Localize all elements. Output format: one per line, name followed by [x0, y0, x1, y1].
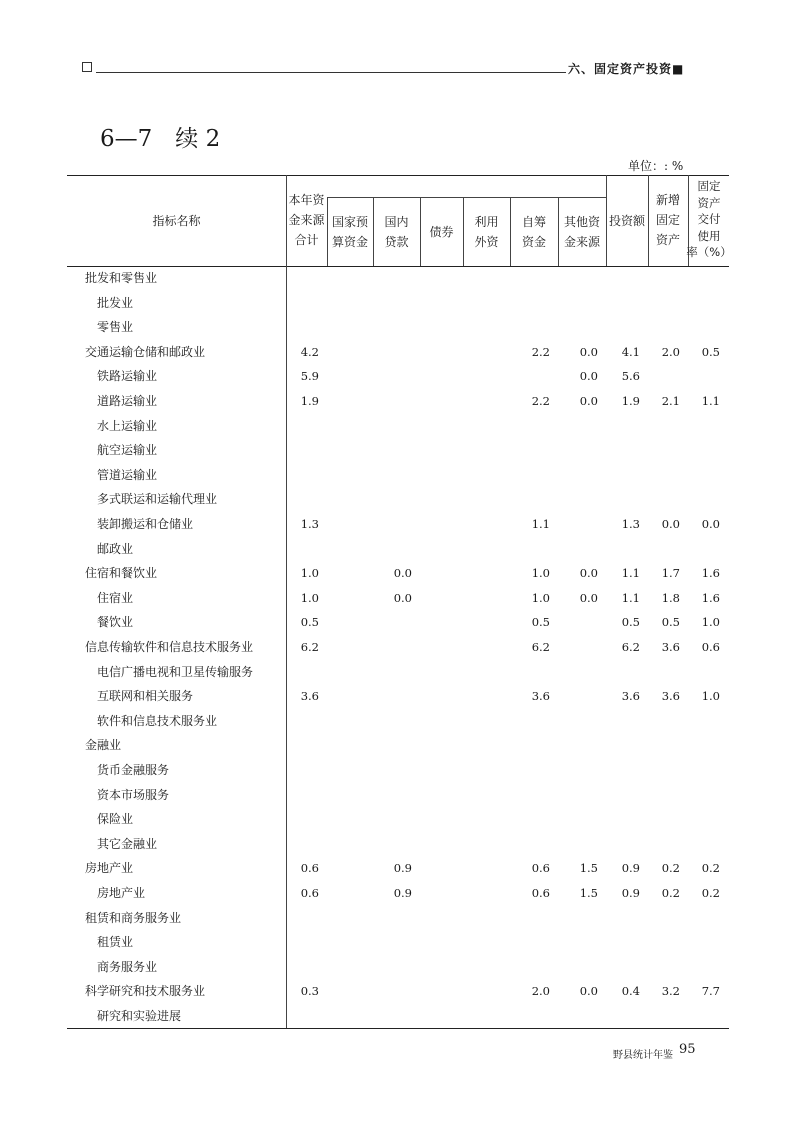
- row-value: 0.5: [300, 615, 319, 630]
- table-row: [0, 733, 793, 757]
- row-value: 1.8: [661, 590, 680, 605]
- row-value: 1.0: [300, 566, 319, 581]
- row-value: 1.9: [621, 394, 640, 408]
- row-value: 1.5: [579, 886, 598, 900]
- row-value: 1.0: [531, 590, 550, 605]
- row-value: 0.9: [621, 886, 640, 900]
- subheader-rule: [327, 197, 606, 198]
- table-row: [0, 856, 793, 880]
- row-value: 2.2: [531, 344, 550, 359]
- row-value: 0.6: [701, 640, 720, 654]
- row-label: 科学研究和技术服务业: [85, 984, 206, 999]
- row-value: 5.9: [300, 369, 319, 384]
- row-label: 信息传输软件和信息技术服务业: [85, 640, 254, 654]
- row-label: 其它金融业: [97, 836, 158, 851]
- row-value: 0.2: [661, 861, 680, 876]
- table-row: [0, 266, 793, 290]
- table-row: [0, 610, 793, 634]
- row-label: 租赁和商务服务业: [85, 910, 182, 925]
- row-value: 1.1: [531, 517, 550, 531]
- row-label: 金融业: [85, 738, 122, 753]
- table-row: [0, 635, 793, 659]
- row-value: 1.0: [300, 590, 319, 605]
- row-value: 2.2: [531, 394, 550, 408]
- col-header-bonds: 债券: [429, 225, 454, 239]
- header-box-icon: [82, 62, 92, 72]
- row-value: 0.6: [300, 886, 319, 900]
- row-label: 交通运输仓储和邮政业: [85, 344, 206, 359]
- row-value: 0.0: [579, 344, 598, 359]
- row-label: 航空运输业: [97, 443, 158, 458]
- row-value: 1.9: [300, 394, 319, 408]
- row-value: 2.1: [661, 394, 680, 408]
- col-header-state-budget: 国家预 算资金: [331, 215, 368, 249]
- row-label: 住宿业: [97, 590, 134, 605]
- row-value: 1.6: [701, 590, 720, 605]
- footer-book-title: 野县统计年鉴: [613, 1050, 673, 1061]
- row-label: 互联网和相关服务: [97, 689, 194, 704]
- col-header-self-raised: 自筹 资金: [521, 215, 546, 249]
- row-value: 2.0: [531, 984, 550, 999]
- table-row: [0, 463, 793, 487]
- row-value: 1.1: [621, 590, 640, 605]
- table-row: [0, 586, 793, 610]
- row-value: 0.9: [621, 861, 640, 876]
- col-header-other: 其他资 金来源: [563, 215, 600, 249]
- row-value: 0.0: [579, 590, 598, 605]
- table-row: [0, 1004, 793, 1028]
- table-title: 6—7 续 2: [100, 126, 221, 152]
- table-row: [0, 537, 793, 561]
- row-label: 房地产业: [85, 861, 134, 876]
- table-row: [0, 758, 793, 782]
- table-row: [0, 807, 793, 831]
- row-label: 住宿和餐饮业: [85, 566, 158, 581]
- row-value: 0.6: [531, 886, 550, 900]
- row-label: 资本市场服务: [97, 787, 170, 802]
- table-row: [0, 315, 793, 339]
- row-value: 0.9: [393, 861, 412, 876]
- row-value: 0.2: [661, 886, 680, 900]
- row-value: 6.2: [531, 640, 550, 654]
- row-label: 装卸搬运和仓储业: [97, 517, 194, 531]
- row-value: 0.6: [300, 861, 319, 876]
- row-value: 0.0: [579, 984, 598, 999]
- table-top-rule: [67, 175, 729, 176]
- row-value: 0.0: [393, 590, 412, 605]
- row-label: 保险业: [97, 812, 134, 827]
- col-header-investment: 投资额: [608, 214, 645, 228]
- row-value: 1.3: [300, 517, 319, 531]
- row-label: 批发和零售业: [85, 271, 158, 285]
- row-value: 3.2: [661, 984, 680, 999]
- row-value: 0.5: [621, 615, 640, 630]
- table-row: [0, 881, 793, 905]
- row-value: 0.2: [701, 886, 720, 900]
- row-value: 2.0: [661, 344, 680, 359]
- row-value: 1.5: [579, 861, 598, 876]
- col-header-total: 本年资 金来源 合计: [288, 193, 325, 247]
- col-header-new-fixed-assets: 新增 固定 资产: [655, 193, 680, 247]
- table-row: [0, 561, 793, 585]
- row-value: 4.1: [621, 344, 640, 359]
- header-rule: [96, 72, 566, 73]
- row-value: 0.3: [300, 984, 319, 999]
- row-value: 0.0: [701, 517, 720, 531]
- col-header-delivery-rate: 固定 资产 交付 使用 率（%）: [686, 179, 732, 259]
- row-value: 1.0: [701, 615, 720, 630]
- row-value: 0.9: [393, 886, 412, 900]
- row-value: 3.6: [661, 689, 680, 704]
- row-value: 0.0: [579, 369, 598, 384]
- table-row: [0, 340, 793, 364]
- row-label: 电信广播电视和卫星传输服务: [97, 664, 254, 679]
- row-value: 1.6: [701, 566, 720, 581]
- row-value: 6.2: [621, 640, 640, 654]
- row-value: 3.6: [531, 689, 550, 704]
- row-value: 3.6: [661, 640, 680, 654]
- row-value: 0.5: [661, 615, 680, 630]
- table-row: [0, 660, 793, 684]
- row-value: 5.6: [621, 369, 640, 384]
- table-bottom-rule: [67, 1028, 729, 1029]
- row-value: 0.0: [393, 566, 412, 581]
- row-label: 租赁业: [97, 935, 134, 950]
- row-value: 1.3: [621, 517, 640, 531]
- row-value: 0.4: [621, 984, 640, 999]
- row-value: 1.1: [621, 566, 640, 581]
- col-header-foreign: 利用 外资: [474, 215, 499, 249]
- row-label: 铁路运输业: [97, 369, 158, 384]
- row-label: 水上运输业: [97, 418, 158, 433]
- row-value: 7.7: [701, 984, 720, 999]
- row-value: 1.0: [701, 689, 720, 704]
- table-row: [0, 783, 793, 807]
- row-value: 0.0: [579, 566, 598, 581]
- row-label: 批发业: [97, 295, 134, 310]
- table-row: [0, 389, 793, 413]
- table-row: [0, 955, 793, 979]
- row-label: 房地产业: [97, 886, 146, 900]
- row-value: 6.2: [300, 640, 319, 654]
- row-value: 4.2: [300, 344, 319, 359]
- row-value: 0.0: [661, 517, 680, 531]
- table-row: [0, 487, 793, 511]
- row-value: 0.5: [531, 615, 550, 630]
- row-value: 3.6: [621, 689, 640, 704]
- row-value: 0.0: [579, 394, 598, 408]
- unit-label: 单位：: %: [628, 159, 684, 173]
- table-row: [0, 979, 793, 1003]
- col-header-name: 指标名称: [152, 214, 201, 228]
- row-value: 0.5: [701, 344, 720, 359]
- table-row: [0, 438, 793, 462]
- table-row: [0, 684, 793, 708]
- row-label: 软件和信息技术服务业: [97, 713, 218, 728]
- row-label: 商务服务业: [97, 959, 158, 974]
- table-row: [0, 709, 793, 733]
- row-label: 研究和实验进展: [97, 1009, 182, 1023]
- row-label: 餐饮业: [97, 615, 134, 630]
- row-value: 1.1: [701, 394, 720, 408]
- table-row: [0, 906, 793, 930]
- row-value: 0.6: [531, 861, 550, 876]
- row-label: 货币金融服务: [97, 763, 170, 777]
- row-label: 多式联运和运输代理业: [97, 492, 218, 507]
- row-value: 0.2: [701, 861, 720, 876]
- table-row: [0, 930, 793, 954]
- row-value: 1.0: [531, 566, 550, 581]
- row-label: 零售业: [97, 320, 134, 335]
- row-label: 管道运输业: [97, 467, 158, 482]
- col-header-domestic-loans: 国内 贷款: [384, 215, 409, 249]
- table-row: [0, 291, 793, 315]
- row-label: 道路运输业: [97, 394, 158, 408]
- table-row: [0, 364, 793, 388]
- table-row: [0, 832, 793, 856]
- page-number: 95: [679, 1042, 696, 1057]
- table-row: [0, 512, 793, 536]
- row-value: 3.6: [300, 689, 319, 704]
- section-title: 六、固定资产投资■: [568, 62, 685, 76]
- table-row: [0, 414, 793, 438]
- row-label: 邮政业: [97, 541, 134, 556]
- row-value: 1.7: [661, 566, 680, 581]
